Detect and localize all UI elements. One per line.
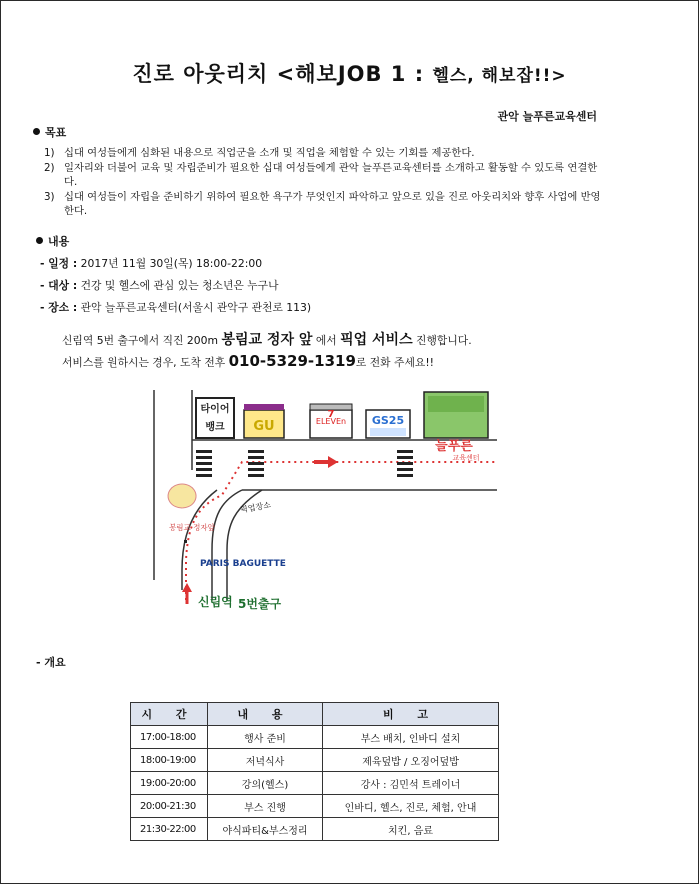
title-main: 진로 아웃리치 <해보JOB 1 : [132,62,425,86]
pickup-spot-label: 픽업장소 [239,500,272,515]
place-line: - 장소 : 관악 늘푸른교육센터(서울시 관악구 관천로 113) [40,301,312,314]
table-row: 21:30-22:00 야식파티&부스정리 치킨, 음료 [131,818,499,841]
table-row: 18:00-19:00 저녁식사 제육덮밥 / 오징어덮밥 [131,749,499,772]
seven-eleven-label: ELEVEn [315,417,347,426]
phone-number: 010-5329-1319 [228,352,356,370]
page-title [0,58,699,88]
schedule-table [130,702,499,841]
goal-item: 1) 십대 여성들에게 심화된 내용으로 직업군을 소개 및 직업을 체험할 수 있는 기회를 제공한다. [44,147,475,159]
tire-bank-building [196,398,234,438]
paris-baguette-label: PARIS BAGUETTE [200,559,286,569]
pickup-info [62,330,472,373]
center-label: 늘푸른 [435,439,473,454]
organization-name: 관악 늘푸른교육센터 [497,110,597,123]
title-sub: 헬스, 해보잡!!> [432,66,567,86]
seven-eleven-building [310,404,352,438]
column-header-time: 시 간 [131,703,208,726]
bullet-icon [36,237,43,244]
gs25-label: GS25 [371,414,405,427]
goals-list [44,146,604,219]
schedule-line: - 일정 : 2017년 11월 30일(목) 18:00-22:00 [40,257,263,270]
tire-bank-label-2: 뱅크 [205,422,225,433]
center-building [424,392,488,462]
column-header-content: 내 용 [208,703,323,726]
svg-text:7: 7 [327,409,335,420]
paris-baguette-sign [200,559,286,569]
center-sub-label: 교육센터 [452,454,480,462]
overview-heading: - 개요 [36,656,66,669]
goal-item: 3) 십대 여성들이 자립을 준비하기 위하여 필요한 욕구가 무엇인지 파악하고 앞으로 있을 진로 아웃리치와 향후 사업에 반영한다. [44,190,601,217]
bullet-icon [33,128,40,135]
pavilion-label: 봉림교 정자앞 [169,523,215,532]
target-line: - 대상 : 건강 및 헬스에 관심 있는 청소년은 누구나 [40,279,279,292]
goals-heading: 목표 [33,124,66,140]
table-header-row [131,703,499,726]
directions-map [152,390,502,640]
goal-item: 2) 일자리와 더불어 교육 및 자립준비가 필요한 십대 여성들에게 관악 늘푸른교육센터를 소개하고 활동할 수 있도록 연결한다. [44,161,598,188]
content-heading: 내용 [36,233,69,249]
pickup-line-2: 서비스를 원하시는 경우, 도착 전후 010-5329-1319로 전화 주세요!! [62,352,434,370]
table-row: 19:00-20:00 강의(헬스) 강사 : 김민석 트레이너 [131,772,499,795]
station-label: 신림역 [198,595,233,609]
column-header-note: 비 고 [323,703,499,726]
gs25-building [366,410,410,438]
gu-store-label: GU [253,419,275,434]
table-row: 20:00-21:30 부스 진행 인바디, 헬스, 진로, 체험, 안내 [131,795,499,818]
exit-label: 5번출구 [238,597,282,611]
pickup-line-1: 신림역 5번 출구에서 직진 200m 봉림교 정자 앞 에서 픽업 서비스 진행합니다. [62,332,472,348]
gu-store-building [244,404,284,438]
tire-bank-label: 타이어 [200,404,230,415]
table-row: 17:00-18:00 행사 준비 부스 배치, 인바디 설치 [131,726,499,749]
